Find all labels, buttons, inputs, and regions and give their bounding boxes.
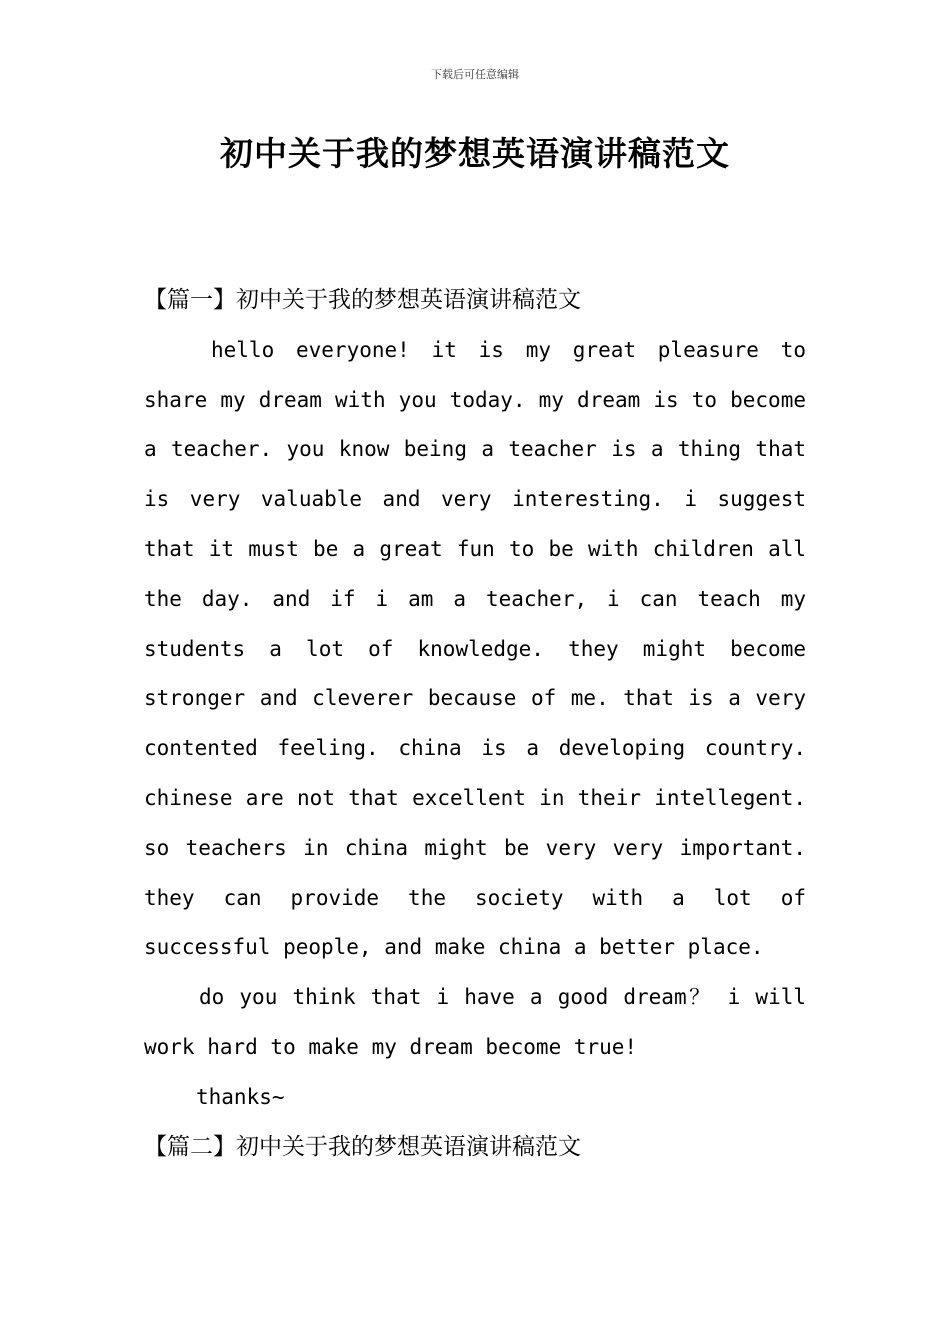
paragraph-thanks: thanks~ <box>196 1084 285 1109</box>
paragraph-speech-body: hello everyone! it is my great pleasure to share my dream with you today. my dream is to become a teacher. you know being a teacher is a thing that is very valuable and very interesting. i suggest that it must be a great fun to be with children all the day. and if i am a teacher, i can teach my students a lot of knowledge. they might become stronger and cleverer because of me. that is a very contented feeling. china is a developing country. chinese are not that excellent in their intellegent. so teachers in china might be very very important. they can provide the society with a lot of successful people, and make china a better place. <box>144 337 806 960</box>
header-note: 下载后可任意编辑 <box>431 68 519 81</box>
section-heading-2: 【篇二】初中关于我的梦想英语演讲稿范文 <box>144 1133 581 1160</box>
document-body <box>144 276 806 1172</box>
document-title: 初中关于我的梦想英语演讲稿范文 <box>220 134 730 173</box>
section-heading-1: 【篇一】初中关于我的梦想英语演讲稿范文 <box>144 287 581 313</box>
paragraph-closing-question: do you think that i have a good dream？ i will work hard to make my dream become true! <box>144 985 806 1059</box>
